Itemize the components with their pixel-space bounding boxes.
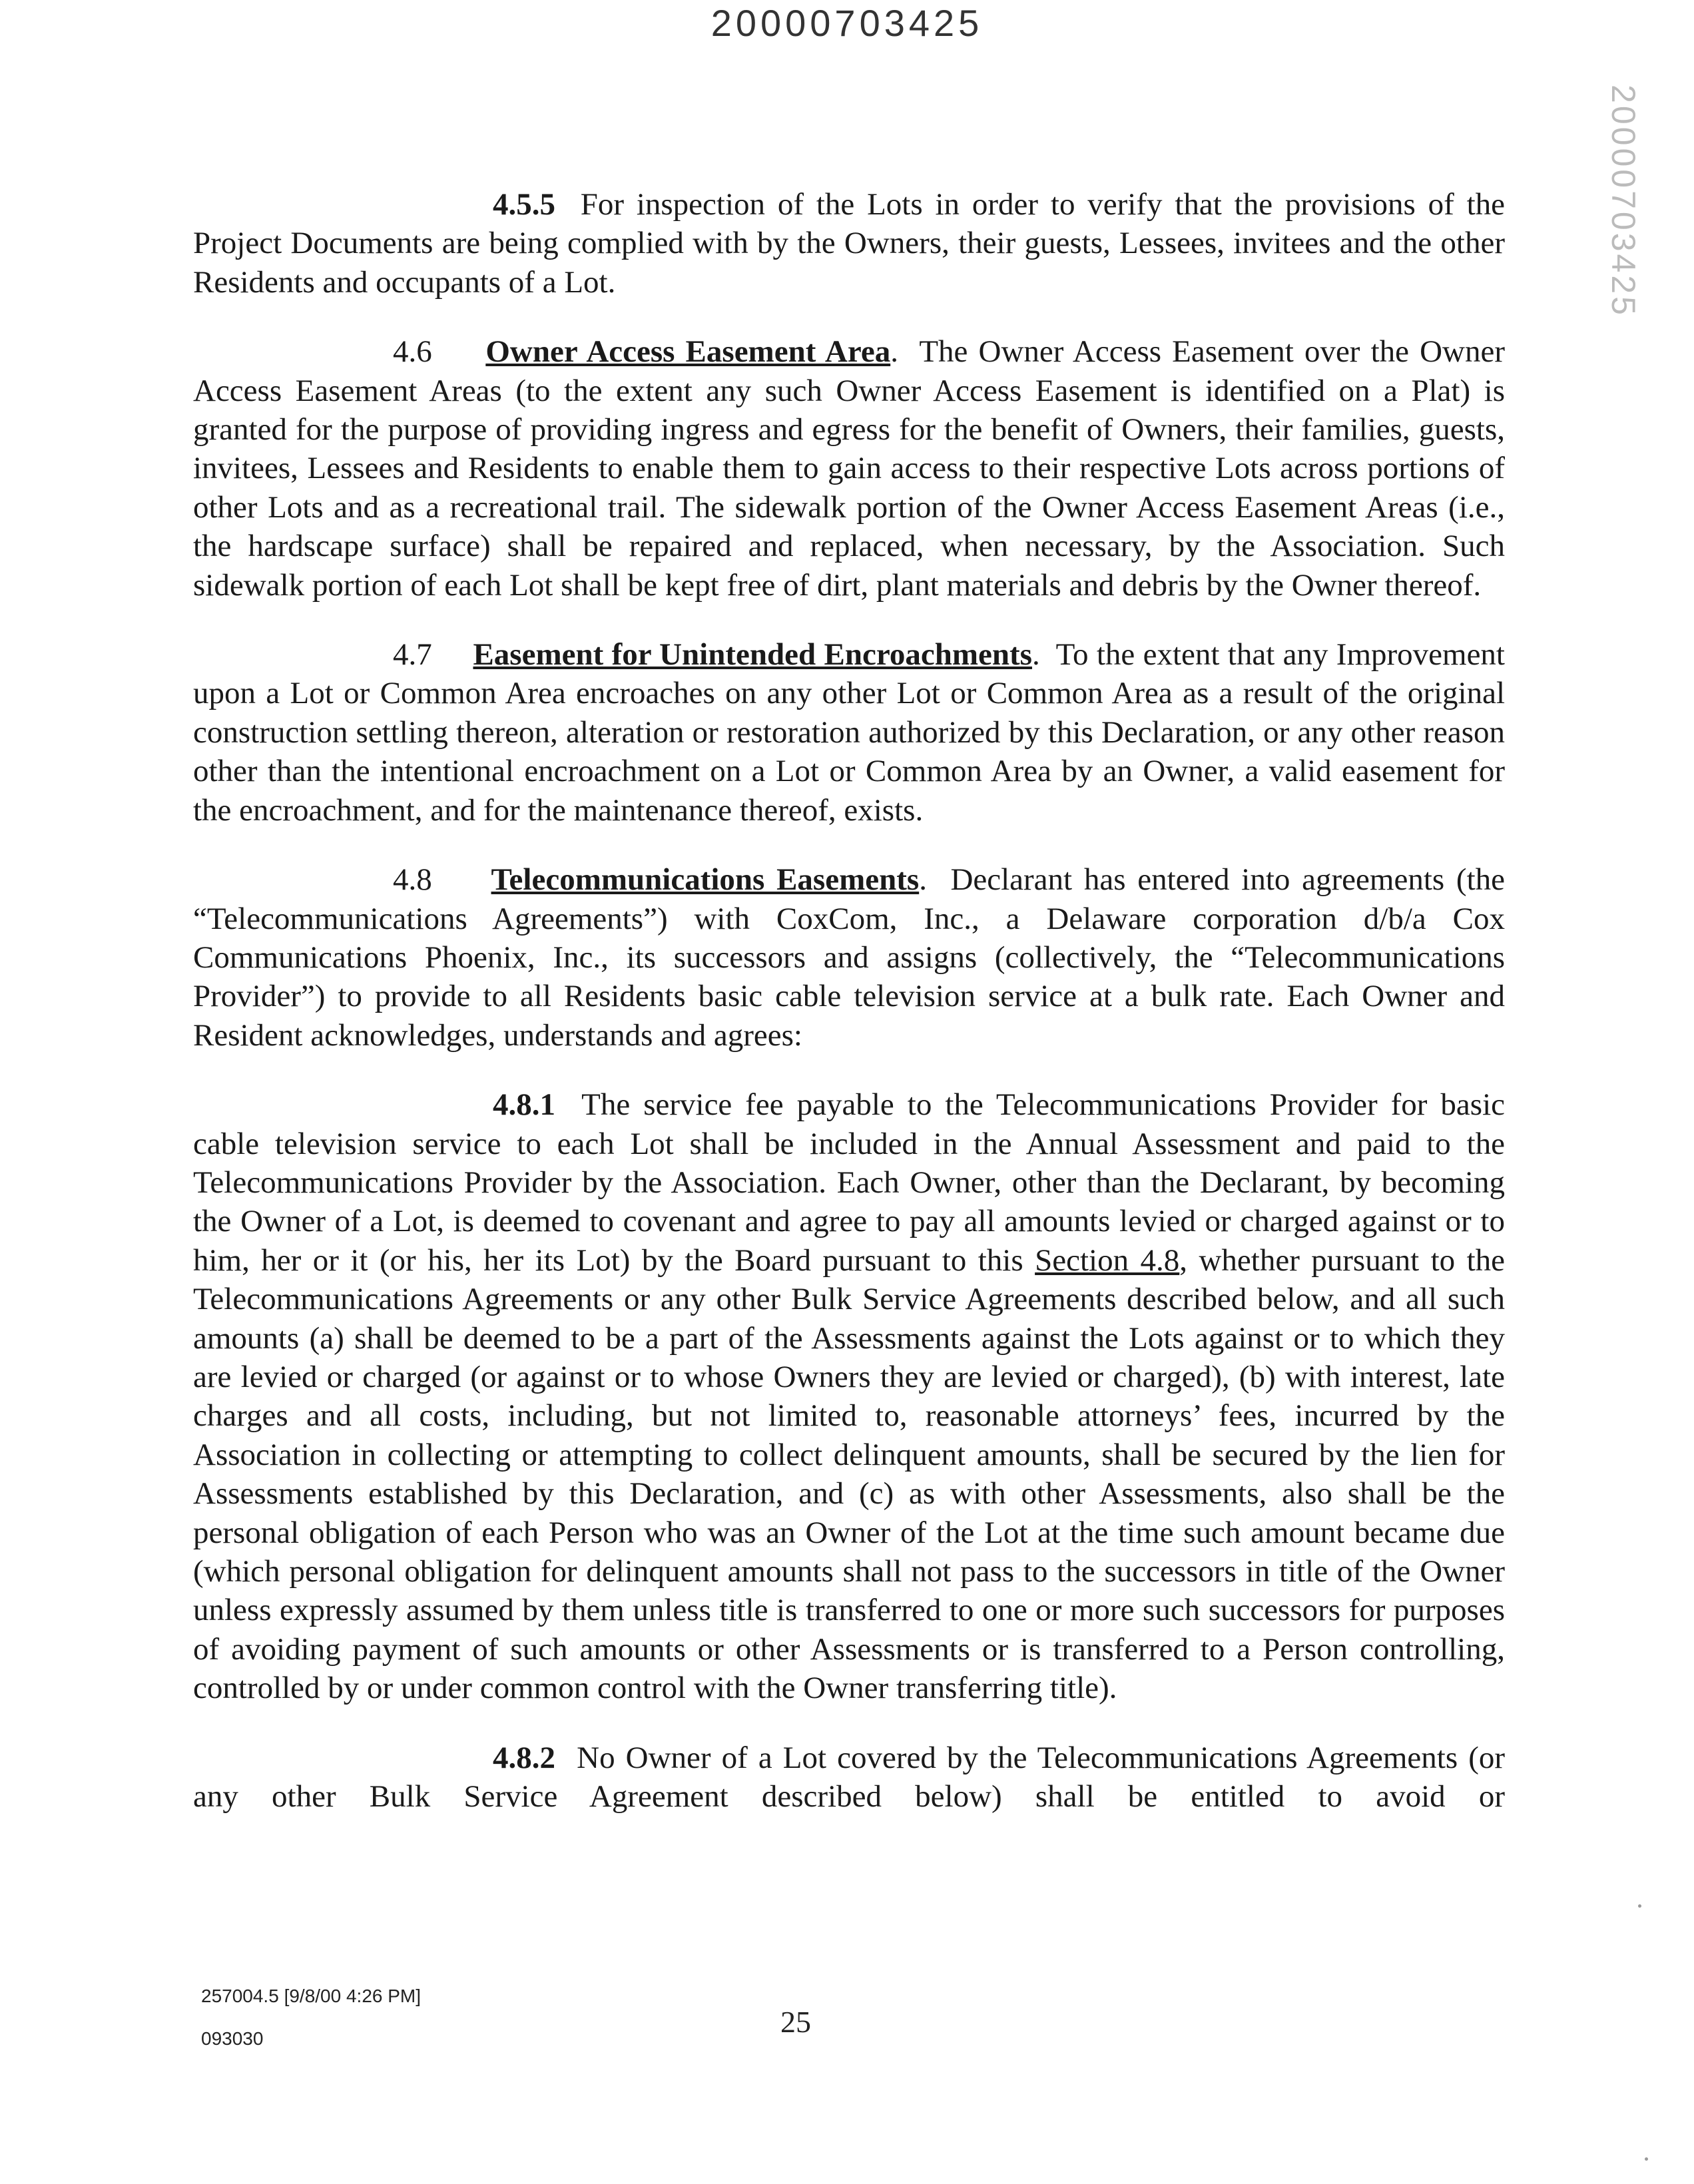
section-text: No Owner of a Lot covered by the Telecommunications Agreements (or any other Bulk Service Agreement described below) shall be entitled to avoid or xyxy=(193,1740,1505,1814)
section-text-continued: , whether pursuant to the Telecommunications Agreements or any other Bulk Service Agreements described below, and all such amounts (a) shall be deemed to be a part of the Assessments against the Lots against or to which they are levied or charged (or against or to whose Owners they are levied or charged), (b) with interest, late charges and all costs, including, but not limited to, reasonable attorneys’ fees, incurred by the Association in collecting or attempting to collect delinquent amounts, shall be secured by the lien for Assessments established by this Declaration, and (c) as with other Assessments, also shall be the personal obligation of each Person who was an Owner of the Lot at the time such amount became due (which personal obligation for delinquent amounts shall not pass to the successors in title of the Owner unless expressly assumed by them unless title is transferred to one or more such successors for purposes of avoiding payment of such amounts or other Assessments or is transferred to a Person controlling, controlled by or under common control with the Owner transferring title). xyxy=(193,1242,1506,1706)
section-text: Declarant has entered into agreements (the “Telecommunications Agreements”) with CoxCom, Inc., a Delaware corporation d/b/a Cox Communications Phoenix, Inc., its successors and assigns (collectively, the “Telecommunications Provider”) to provide to all Residents basic cable television service at a bulk rate. Each Owner and Resident acknowledges, understands and agrees: xyxy=(193,862,1505,1053)
section-text: The Owner Access Easement over the Owner Access Easement Areas (to the extent any such Owner Access Easement is identified on a Plat) is granted for the purpose of providing ingress and egress for the benefit of Owners, their families, guests, invitees, Lessees and Residents to enable them to gain access to their respective Lots across portions of other Lots and as a recreational trail. The sidewalk portion of the Owner Access Easement Areas (i.e., the hardscape surface) shall be repaired and replaced, when necessary, by the Association. Such sidewalk portion of each Lot shall be kept free of dirt, plant materials and debris by the Owner thereof. xyxy=(193,334,1505,603)
scan-speck xyxy=(1638,1904,1641,1908)
section-heading: Owner Access Easement Area xyxy=(485,334,891,370)
section-text: The service fee payable to the Telecommunications Provider for basic cable television service to each Lot shall be included in the Annual Assessment and paid to the Telecommunications Provider by the Association. Each Owner, other than the Declarant, by becoming the Owner of a Lot, is deemed to covenant and agree to pay all amounts levied or charged against or to him, her or it (or his, her its Lot) by the Board pursuant to this xyxy=(193,1087,1505,1278)
page-number: 25 xyxy=(780,2005,811,2039)
section-4-8-1 xyxy=(193,1085,1505,1708)
section-4-7: 4.7 Easement for Unintended Encroachments. To the extent that any Improvement upon a Lot or Common Area encroaches on any other Lot or Common Area as a result of the original construction settling thereon, alteration or restoration authorized by this Declaration, or any other reason other than the intentional encroachment on a Lot or Common Area by an Owner, a valid easement for the encroachment, and for the maintenance thereof, exists. xyxy=(193,637,1505,828)
section-text: To the extent that any Improvement upon a Lot or Common Area encroaches on any other Lot or Common Area as a result of the original construction settling thereon, alteration or restoration authorized by this Declaration, or any other reason other than the intentional encroachment on a Lot or Common Area by an Owner, a valid easement for the encroachment, and for the maintenance thereof, exists. xyxy=(193,637,1505,828)
section-4-8: 4.8 Telecommunications Easements. Declarant has entered into agreements (the “Telecommunications Agreements”) with CoxCom, Inc., a Delaware corporation d/b/a Cox Communications Phoenix, Inc., its successors and assigns (collectively, the “Telecommunications Provider”) to provide to all Residents basic cable television service at a bulk rate. Each Owner and Resident acknowledges, understands and agrees: xyxy=(193,862,1505,1053)
section-4-6: 4.6 Owner Access Easement Area. The Owner Access Easement over the Owner Access Easement Areas (to the extent any such Owner Access Easement is identified on a Plat) is granted for the purpose of providing ingress and egress for the benefit of Owners, their families, guests, invitees, Lessees and Residents to enable them to gain access to their respective Lots across portions of other Lots and as a recreational trail. The sidewalk portion of the Owner Access Easement Areas (i.e., the hardscape surface) shall be repaired and replaced, when necessary, by the Association. Such sidewalk portion of each Lot shall be kept free of dirt, plant materials and debris by the Owner thereof. xyxy=(193,334,1505,603)
section-number: 4.8 xyxy=(393,862,432,898)
section-4-5-5 xyxy=(193,185,1505,302)
document-body xyxy=(193,185,1505,1816)
section-number: 4.6 xyxy=(393,334,432,370)
section-text: For inspection of the Lots in order to verify that the provisions of the Project Documents are being complied with by the Owners, their guests, Lessees, invitees and the other Residents and occupants of a Lot. xyxy=(193,187,1506,300)
document-number-header: 20000703425 xyxy=(710,2,984,44)
section-number: 4.8.1 xyxy=(493,1087,555,1123)
section-number: 4.5.5 xyxy=(493,187,555,222)
footer-client-code: 093030 xyxy=(201,2028,264,2049)
margin-stamp-text: 20000703425 xyxy=(1605,85,1642,318)
footer-document-reference: 257004.5 [9/8/00 4:26 PM] xyxy=(201,1986,422,2006)
section-heading: Telecommunications Easements xyxy=(491,862,920,898)
section-number: 4.7 xyxy=(393,637,432,673)
section-4-8-2 xyxy=(193,1739,1505,1816)
scan-speck xyxy=(1645,2157,1648,2161)
section-heading: Easement for Unintended Encroachments xyxy=(473,637,1032,673)
margin-stamp xyxy=(1603,85,1643,318)
section-reference: Section 4.8 xyxy=(1035,1242,1180,1278)
section-number: 4.8.2 xyxy=(493,1740,555,1775)
